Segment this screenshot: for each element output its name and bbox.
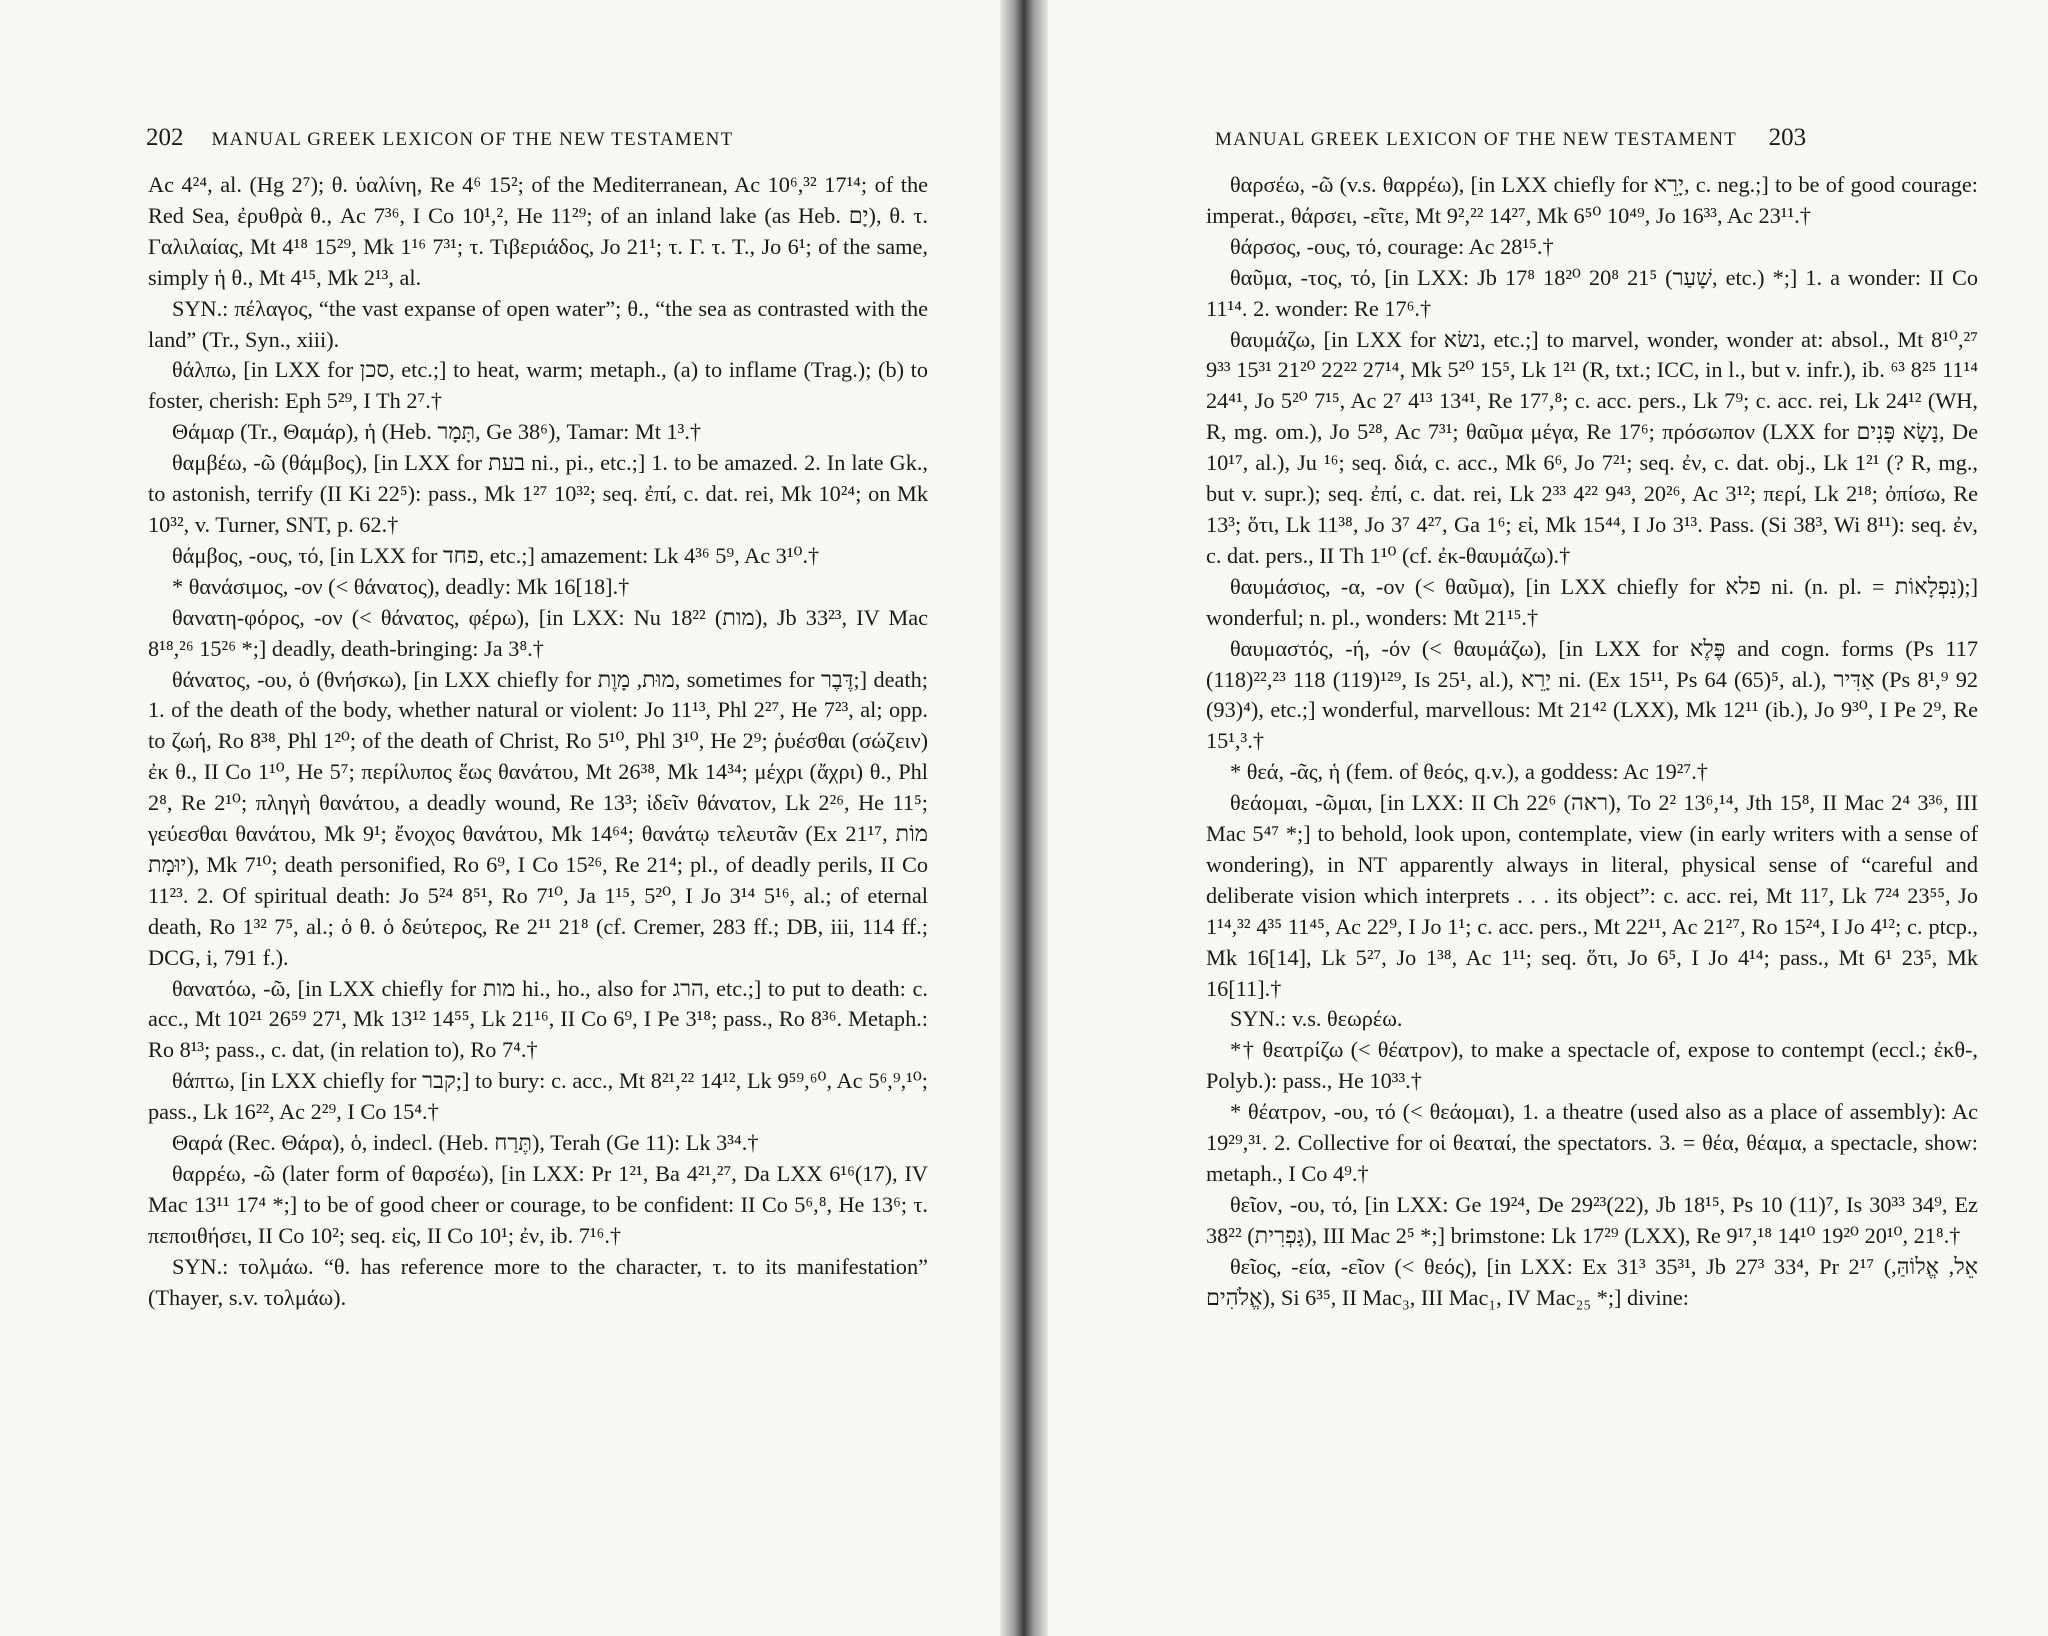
left-header-title: MANUAL GREEK LEXICON OF THE NEW TESTAMENT	[211, 129, 734, 150]
lexicon-entry: SYN.: τολμάω. “θ. has reference more to the character, τ. to its manifestation” (Thayer, s.v. τολμάω).	[148, 1253, 928, 1310]
lexicon-entry: θαυμαστός, -ή, -όν (< θαυμάζω), [in LXX for פֶּלֶא and cogn. forms (Ps 117 (118)²²,²³ 118 (119)¹²⁹, Is 25¹, al.), יָרֵא ni. (Ex 15¹¹, Ps 64 (65)⁵, al.), אַדִּיר (Ps 8¹,⁹ 92 (93)⁴), etc.;] wonderful, marvellous: Mt 21⁴² (LXX), Mk 12¹¹ (ib.), Jo 9³⁰, I Pe 2⁹, Re 15¹,³.†	[1206, 635, 1978, 754]
lexicon-entry: SYN.: v.s. θεωρέω.	[1230, 1006, 1403, 1032]
lexicon-entry: θαρσέω, -ῶ (v.s. θαρρέω), [in LXX chiefly for יָרֵא, c. neg.;] to be of good courage: imperat., θάρσει, -εῖτε, Mt 9²,²² 14²⁷, Mk 6⁵⁰ 10⁴⁹, Jo 16³³, Ac 23¹¹.†	[1206, 172, 1979, 228]
lexicon-entry: θαμβέω, -ῶ (θάμβος), [in LXX for בעת ni., pi., etc.;] 1. to be amazed. 2. In late Gk., to astonish, terrify (II Ki 22⁵): pass., Mk 1²⁷ 10³²; seq. ἐπί, c. dat. rei, Mk 10²⁴; on Mk 10³², v. Turner, SNT, p. 62.†	[148, 450, 928, 537]
right-page-number: 203	[1768, 124, 1807, 151]
lexicon-entry: θάνατος, -ου, ὁ (θνήσκω), [in LXX chiefly for מוּת, מָוֶת, sometimes for דֶּבֶר;] death; 1. of the death of the body, whether natural or violent: Jo 11¹³, Phl 2²⁷, He 7²³, al; opp. to ζωή, Ro 8³⁸, Phl 1²⁰; of the death of Christ, Ro 5¹⁰, Phl 3¹⁰, He 2⁹; ῥυέσθαι (σώζειν) ἐκ θ., II Co 1¹⁰, He 5⁷; περίλυπος ἕως θανάτου, Mt 26³⁸, Mk 14³⁴; μέχρι (ἄχρι) θ., Phl 2⁸, Re 2¹⁰; πληγὴ θανάτου, a deadly wound, Re 13³; ἰδεῖν θάνατον, Lk 2²⁶, He 11⁵; γεύεσθαι θανάτου, Mk 9¹; ἔνοχος θανάτου, Mk 14⁶⁴; θανάτῳ τελευτᾶν (Ex 21¹⁷, מוֹת יוּמָת), Mk 7¹⁰; death personified, Ro 6⁹, I Co 15²⁶, Re 21⁴; pl., of deadly perils, II Co 11²³. 2. Of spiritual death: Jo 5²⁴ 8⁵¹, Ro 7¹⁰, Ja 1¹⁵, 5²⁰, I Jo 3¹⁴ 5¹⁶, al.; of eternal death, Ro 1³² 7⁵, al.; ὁ θ. ὁ δεύτερος, Re 2¹¹ 21⁸ (cf. Cremer, 283 ff.; DB, iii, 114 ff.; DCG, i, 791 f.).	[148, 666, 928, 970]
lexicon-entry: θάρσος, -ους, τό, courage: Ac 28¹⁵.†	[1230, 233, 1554, 259]
lexicon-entry: θανατόω, -ῶ, [in LXX chiefly for מות hi., ho., also for הרג, etc.;] to put to death: c. acc., Mt 10²¹ 26⁵⁹ 27¹, Mk 13¹² 14⁵⁵, Lk 21¹⁶, II Co 6⁹, I Pe 3¹⁸; pass., Ro 8³⁶. Metaph.: Ro 8¹³; pass., c. dat, (in relation to), Ro 7⁴.†	[148, 975, 928, 1063]
lexicon-entry: * θέατρον, -ου, τό (< θεάομαι), 1. a theatre (used also as a place of assembly): Ac 19²⁹,³¹. 2. Collective for οἱ θεαταί, the spectators. 3. = θέα, θέαμα, a spectacle, show: metaph., I Co 4⁹.†	[1206, 1099, 1978, 1186]
left-page	[0, 0, 1012, 1636]
lexicon-entry: θεῖος, -εία, -εῖον (< θεός), [in LXX: Ex 31³ 35³¹, Jb 27³ 33⁴, Pr 2¹⁷ (אֵל, אֱלוֹהַּ, אֱלֹהִים), Si 6³⁵, II Mac₃, III Mac₁, IV Mac₂₅ *;] divine:	[1206, 1253, 1978, 1310]
lexicon-entry: * θεά, -ᾶς, ἡ (fem. of θεός, q.v.), a goddess: Ac 19²⁷.†	[1230, 759, 1708, 785]
lexicon-entry: Ac 4²⁴, al. (Hg 2⁷); θ. ὑαλίνη, Re 4⁶ 15²; of the Mediterranean, Ac 10⁶,³² 17¹⁴; of the Red Sea, ἐρυθρὰ θ., Ac 7³⁶, I Co 10¹,², He 11²⁹; of an inland lake (as Heb. יָם), θ. τ. Γαλιλαίας, Mt 4¹⁸ 15²⁹, Mk 1¹⁶ 7³¹; τ. Τιβεριάδος, Jo 21¹; τ. Γ. τ. Τ., Jo 6¹; of the same, simply ἡ θ., Mt 4¹⁵, Mk 2¹³, al.	[148, 172, 929, 290]
lexicon-entry: θάλπω, [in LXX for סכן, etc.;] to heat, warm; metaph., (a) to inflame (Trag.); (b) to foster, cherish: Eph 5²⁹, I Th 2⁷.†	[148, 357, 928, 414]
lexicon-entry: θανατη-φόρος, -ον (< θάνατος, φέρω), [in LXX: Nu 18²² (מות), Jb 33²³, IV Mac 8¹⁸,²⁶ 15²⁶ *;] deadly, death-bringing: Ja 3⁸.†	[148, 604, 928, 661]
lexicon-entry: θάμβος, -ους, τό, [in LXX for פחד, etc.;] amazement: Lk 4³⁶ 5⁹, Ac 3¹⁰.†	[172, 542, 820, 568]
left-page-number: 202	[146, 124, 184, 151]
right-running-head	[1215, 124, 1806, 152]
lexicon-entry: Θάμαρ (Tr., Θαμάρ), ἡ (Heb. תָּמָר, Ge 38⁶), Tamar: Mt 1³.†	[172, 419, 702, 445]
right-page	[1036, 0, 2048, 1636]
lexicon-entry: θεῖον, -ου, τό, [in LXX: Ge 19²⁴, De 29²³(22), Jb 18¹⁵, Ps 10 (11)⁷, Is 30³³ 34⁹, Ez 38²² (גָּפְרִית), III Mac 2⁵ *;] brimstone: Lk 17²⁹ (LXX), Re 9¹⁷,¹⁸ 14¹⁰ 19²⁰ 20¹⁰, 21⁸.†	[1206, 1191, 1978, 1248]
left-column-text	[148, 170, 928, 1314]
lexicon-entry: θαῦμα, -τος, τό, [in LXX: Jb 17⁸ 18²⁰ 20⁸ 21⁵ (שָׁעַר, etc.) *;] 1. a wonder: II Co 11¹⁴. 2. wonder: Re 17⁶.†	[1206, 264, 1978, 321]
lexicon-entry: θαυμάζω, [in LXX for נשׂא, etc.;] to marvel, wonder, wonder at: absol., Mt 8¹⁰,²⁷ 9³³ 15³¹ 21²⁰ 22²² 27¹⁴, Mk 5²⁰ 15⁵, Lk 1²¹ (R, txt.; ICC, in l., but v. infr.), ib. ⁶³ 8²⁵ 11¹⁴ 24⁴¹, Jo 5²⁰ 7¹⁵, Ac 2⁷ 4¹³ 13⁴¹, Re 17⁷,⁸; c. acc. pers., Lk 7⁹; c. acc. rei, Lk 24¹² (WH, R, mg. om.), Jo 5²⁸, Ac 7³¹; θαῦμα μέγα, Re 17⁶; πρόσωπον (LXX for נָשָׂא פָּנִים, De 10¹⁷, al.), Ju ¹⁶; seq. διά, c. acc., Mk 6⁶, Jo 7²¹; seq. ἐν, c. dat. obj., Lk 1²¹ (? R, mg., but v. supr.); seq. ἐπί, c. dat. rei, Lk 2³³ 4²² 9⁴³, 20²⁶, Ac 3¹²; περί, Lk 2¹⁸; ὀπίσω, Re 13³; ὅτι, Lk 11³⁸, Jo 3⁷ 4²⁷, Ga 1⁶; εἰ, Mk 15⁴⁴, I Jo 3¹³. Pass. (Si 38³, Wi 8¹¹): seq. ἐν, c. dat. pers., II Th 1¹⁰ (cf. ἐκ-θαυμάζω).†	[1206, 326, 1978, 568]
lexicon-entry: θαυμάσιος, -α, -ον (< θαῦμα), [in LXX chiefly for פלא ni. (n. pl. = נִפְלָאוֹת);] wonderful; n. pl., wonders: Mt 21¹⁵.†	[1206, 573, 1978, 630]
left-running-head	[146, 124, 733, 152]
book-gutter-shadow	[1000, 0, 1048, 1636]
lexicon-entry: Θαρά (Rec. Θάρα), ὁ, indecl. (Heb. תֶּרַח), Terah (Ge 11): Lk 3³⁴.†	[172, 1130, 759, 1156]
lexicon-entry: θεάομαι, -ῶμαι, [in LXX: II Ch 22⁶ (ראה), To 2² 13⁶,¹⁴, Jth 15⁸, II Mac 2⁴ 3³⁶, III Mac 5⁴⁷ *;] to behold, look upon, contemplate, view (in early writers with a sense of wondering), in NT apparently always in literal, physical sense of “careful and deliberate vision which interprets . . . its object”: c. acc. rei, Mt 11⁷, Lk 7²⁴ 23⁵⁵, Jo 1¹⁴,³² 4³⁵ 11⁴⁵, Ac 22⁹, I Jo 1¹; c. acc. pers., Mt 22¹¹, Ac 21²⁷, Ro 15²⁴, I Jo 4¹²; c. ptcp., Mk 16[14], Lk 5²⁷, Jo 1³⁸, Ac 1¹¹; seq. ὅτι, Jo 6⁵, I Jo 4¹⁴; pass., Mt 6¹ 23⁵, Mk 16[11].†	[1206, 790, 1978, 1001]
lexicon-entry: θάπτω, [in LXX chiefly for קבר;] to bury: c. acc., Mt 8²¹,²² 14¹², Lk 9⁵⁹,⁶⁰, Ac 5⁶,⁹,¹⁰; pass., Lk 16²², Ac 2²⁹, I Co 15⁴.†	[148, 1068, 928, 1125]
lexicon-entry: θαρρέω, -ῶ (later form of θαρσέω), [in LXX: Pr 1²¹, Ba 4²¹,²⁷, Da LXX 6¹⁶(17), IV Mac 13¹¹ 17⁴ *;] to be of good cheer or courage, to be confident: II Co 5⁶,⁸, He 13⁶; τ. πεποιθήσει, II Co 10²; seq. εἰς, II Co 10¹; ἐν, ib. 7¹⁶.†	[148, 1161, 928, 1248]
right-column-text	[1206, 170, 1978, 1314]
right-header-title: MANUAL GREEK LEXICON OF THE NEW TESTAMENT	[1215, 129, 1737, 150]
lexicon-entry: SYN.: πέλαγος, “the vast expanse of open water”; θ., “the sea as contrasted with the land” (Tr., Syn., xiii).	[148, 295, 928, 352]
lexicon-entry: * θανάσιμος, -ον (< θάνατος), deadly: Mk 16[18].†	[172, 573, 630, 599]
lexicon-entry: *† θεατρίζω (< θέατρον), to make a spectacle of, expose to contempt (eccl.; ἐκθ-, Polyb.): pass., He 10³³.†	[1206, 1037, 1978, 1094]
